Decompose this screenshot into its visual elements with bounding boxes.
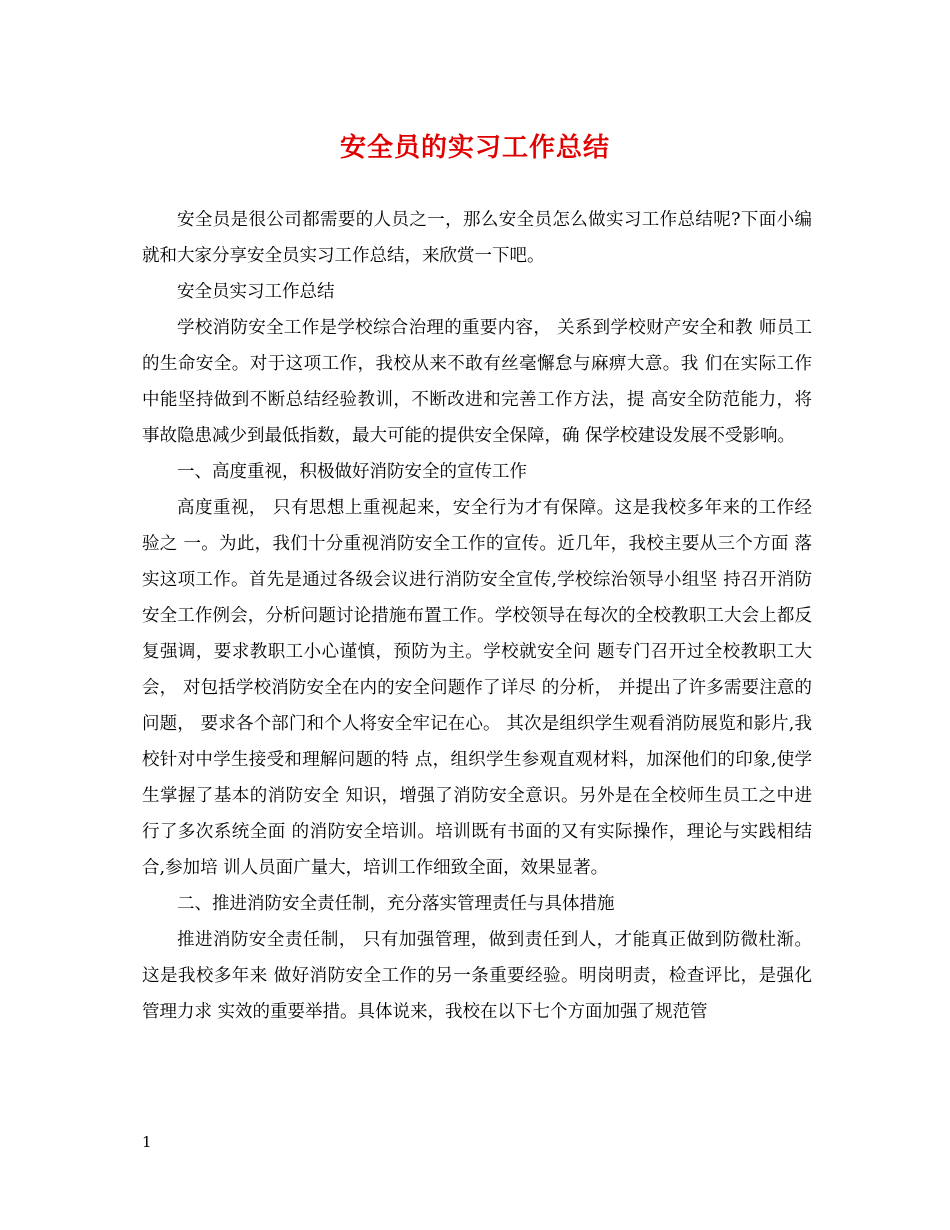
page-number: 1 [142,1133,152,1151]
paragraph-intro: 安全员是很公司都需要的人员之一，那么安全员怎么做实习工作总结呢?下面小编就和大家分享安全员实习工作总结，来欣赏一下吧。 [142,210,812,266]
section-heading-2: 二、推进消防安全责任制，充分落实管理责任与具体措施 [177,894,615,914]
paragraph-subtitle: 安全员实习工作总结 [177,282,335,302]
document-title: 安全员的实习工作总结 [339,133,610,163]
section-heading-1: 一、高度重视，积极做好消防安全的宣传工作 [177,462,527,482]
paragraph-section-2: 推进消防安全责任制， 只有加强管理，做到责任到人，才能真正做到防微杜渐。这是我校多年来 做好消防安全工作的另一条重要经验。明岗明责，检查评比，是强化管理力求 实效的重要举措。具体说来，我校在以下七个方面加强了规范管 [142,930,812,1022]
paragraph-overview: 学校消防安全工作是学校综合治理的重要内容， 关系到学校财产安全和教 师员工的生命安全。对于这项工作，我校从来不敢有丝毫懈怠与麻痹大意。我 们在实际工作中能坚持做到不断总结经验教训，不断改进和完善工作方法，提 高安全防范能力，将事故隐患减少到最低指数，最大可能的提供安全保障，确 保学校建设发展不受影响。 [142,318,812,446]
document-body [142,202,812,1030]
paragraph-section-1: 高度重视， 只有思想上重视起来，安全行为才有保障。这是我校多年来的工作经验之 一。为此，我们十分重视消防安全工作的宣传。近几年，我校主要从三个方面 落实这项工作。首先是通过各级会议进行消防安全宣传,学校综治领导小组坚 持召开消防安全工作例会，分析问题讨论措施布置工作。学校领导在每次的全校教职工大会上都反复强调，要求教职工小心谨慎，预防为主。学校就安全问 题专门召开过全校教职工大会， 对包括学校消防安全在内的安全问题作了详尽 的分析， 并提出了许多需要注意的问题， 要求各个部门和个人将安全牢记在心。 其次是组织学生观看消防展览和影片,我校针对中学生接受和理解问题的特 点，组织学生参观直观材料，加深他们的印象,使学生掌握了基本的消防安全 知识，增强了消防安全意识。另外是在全校师生员工之中进行了多次系统全面 的消防安全培训。培训既有书面的又有实际操作，理论与实践相结合,参加培 训人员面广量大，培训工作细致全面，效果显著。 [142,498,812,878]
